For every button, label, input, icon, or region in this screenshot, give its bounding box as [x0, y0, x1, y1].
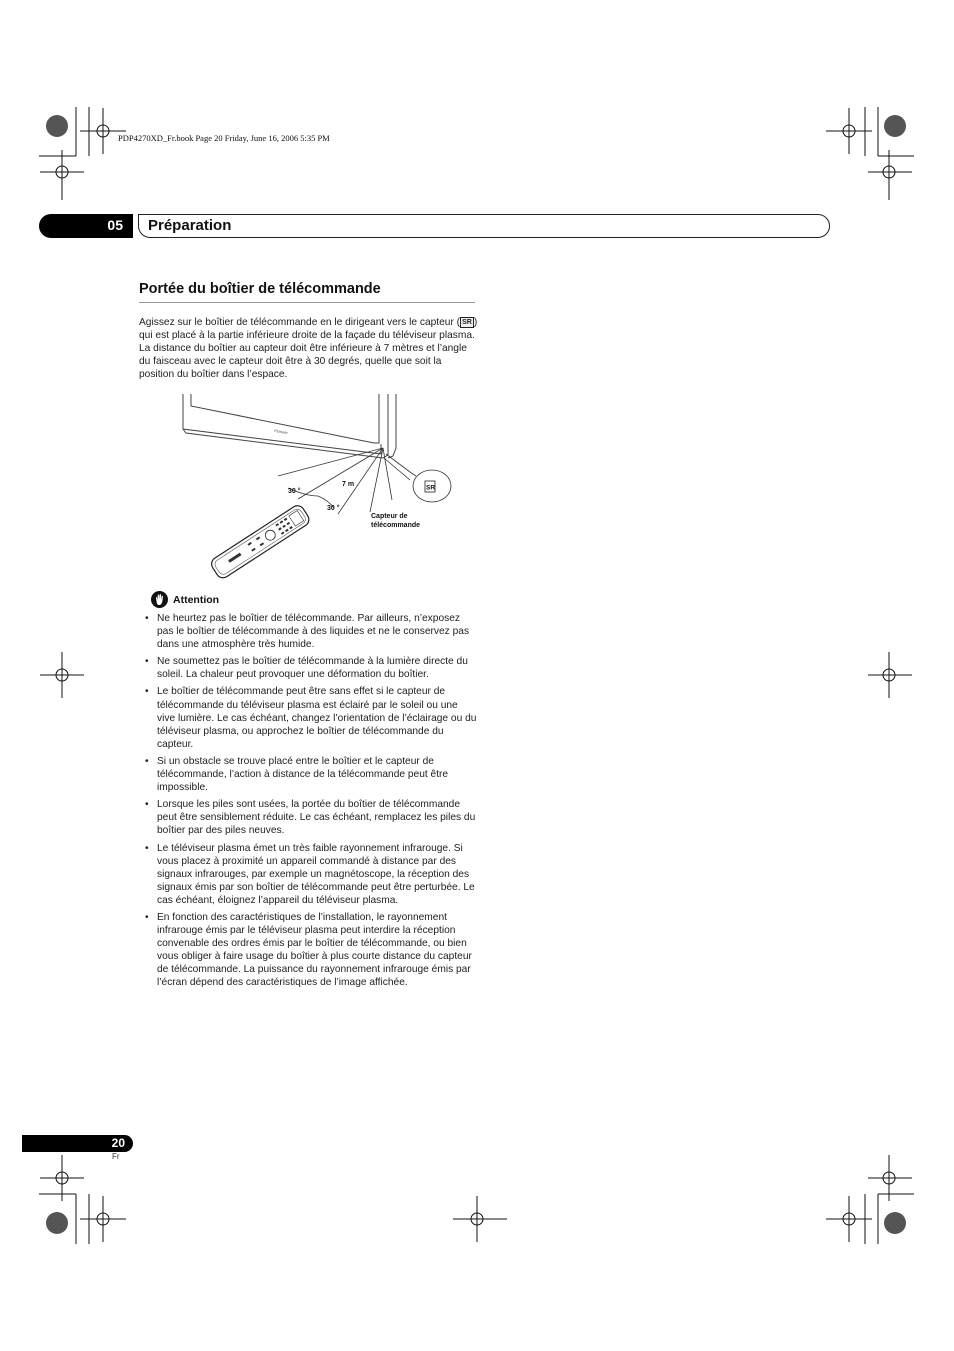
- intro-paragraph: [139, 316, 479, 381]
- caution-item: • Ne heurtez pas le boîtier de télécommande. Par ailleurs, n’exposez pas le boîtier de télécommande à des liquides et ne le conservez pas dans une atmosphère très humide.: [145, 612, 477, 651]
- chapter-title: Préparation: [148, 217, 232, 234]
- intro-text-start: Agissez sur le boîtier de télécommande en le dirigeant vers le capteur (: [139, 317, 461, 328]
- sensor-label-line1: Capteur de: [371, 513, 408, 520]
- tv-brand-mark: Pioneer: [273, 428, 289, 436]
- caution-item: • Ne soumettez pas le boîtier de télécommande à la lumière directe du soleil. La chaleur peut provoquer une déformation du boîtier.: [145, 655, 477, 681]
- caution-hand-icon: [151, 591, 168, 608]
- caution-item: • En fonction des caractéristiques de l’installation, le rayonnement infrarouge émis par le téléviseur plasma peut interdire la réception convenable des ordres émis par le boîtier de télécommande, ou bien vous obliger à faire usage du boîtier à plus courte distance du capteur de télécommande. La puissance du rayonnement infrarouge émis par l’écran dépend des caractéristiques de l’image affichée.: [145, 911, 477, 990]
- sensor-callout-icon-label: SR: [426, 484, 436, 492]
- page-number-tab: [22, 1135, 133, 1152]
- section-title: Portée du boîtier de télécommande: [139, 281, 381, 297]
- caution-item: • Le boîtier de télécommande peut être sans effet si le capteur de télécommande du téléviseur plasma est éclairé par le soleil ou une vive lumière. Le cas échéant, changez l’orientation de l’éclairage ou du téléviseur plasma, ou approchez le boîtier de télécommande du capteur.: [145, 685, 477, 750]
- sensor-label-line2: télécommande: [371, 522, 421, 529]
- chapter-number: 05: [107, 217, 123, 233]
- caution-item: • Le téléviseur plasma émet un très faible rayonnement infrarouge. Si vous placez à proximité un appareil commandé à distance par des signaux infrarouges, par exemple un magnétoscope, la réception des signaux émis par son boîtier de télécommande peut être perturbée. Le cas échéant, éloignez l’appareil du téléviseur plasma.: [145, 842, 477, 907]
- caution-list: [145, 612, 477, 994]
- intro-text-end: ) qui est placé à la partie inférieure droite de la façade du téléviseur plasma. La distance du boîtier au capteur doit être inférieure à 7 mètres et l’angle du faisceau avec le capteur doit être à 30 degrés, quelle que soit la position du boîtier dans l’espace.: [139, 317, 478, 381]
- distance-label: 7 m: [342, 481, 355, 488]
- angle-right-label: 30 °: [327, 505, 340, 512]
- caution-item: • Si un obstacle se trouve placé entre le boîtier et le capteur de télécommande, l’action à distance de la télécommande peut être impossible.: [145, 755, 477, 794]
- print-slug: PDP4270XD_Fr.book Page 20 Friday, June 16, 2006 5:35 PM: [118, 133, 330, 143]
- chapter-number-tab: [39, 214, 133, 238]
- angle-left-label: 30 °: [288, 488, 301, 495]
- page-number: 20: [111, 1136, 125, 1150]
- plasma-tv-illustration: [183, 394, 396, 458]
- chapter-title-bar: [138, 214, 830, 238]
- caution-item: • Lorsque les piles sont usées, la portée du boîtier de télécommande peut être sensiblement réduite. Le cas échéant, remplacez les piles du boîtier par des piles neuves.: [145, 798, 477, 837]
- caution-label: Attention: [173, 594, 220, 606]
- remote-range-diagram: [178, 392, 478, 582]
- sensor-sr-icon: SR: [462, 319, 472, 326]
- section-divider: [139, 302, 475, 303]
- remote-control-illustration: [209, 503, 312, 580]
- page-language: Fr: [112, 1152, 120, 1161]
